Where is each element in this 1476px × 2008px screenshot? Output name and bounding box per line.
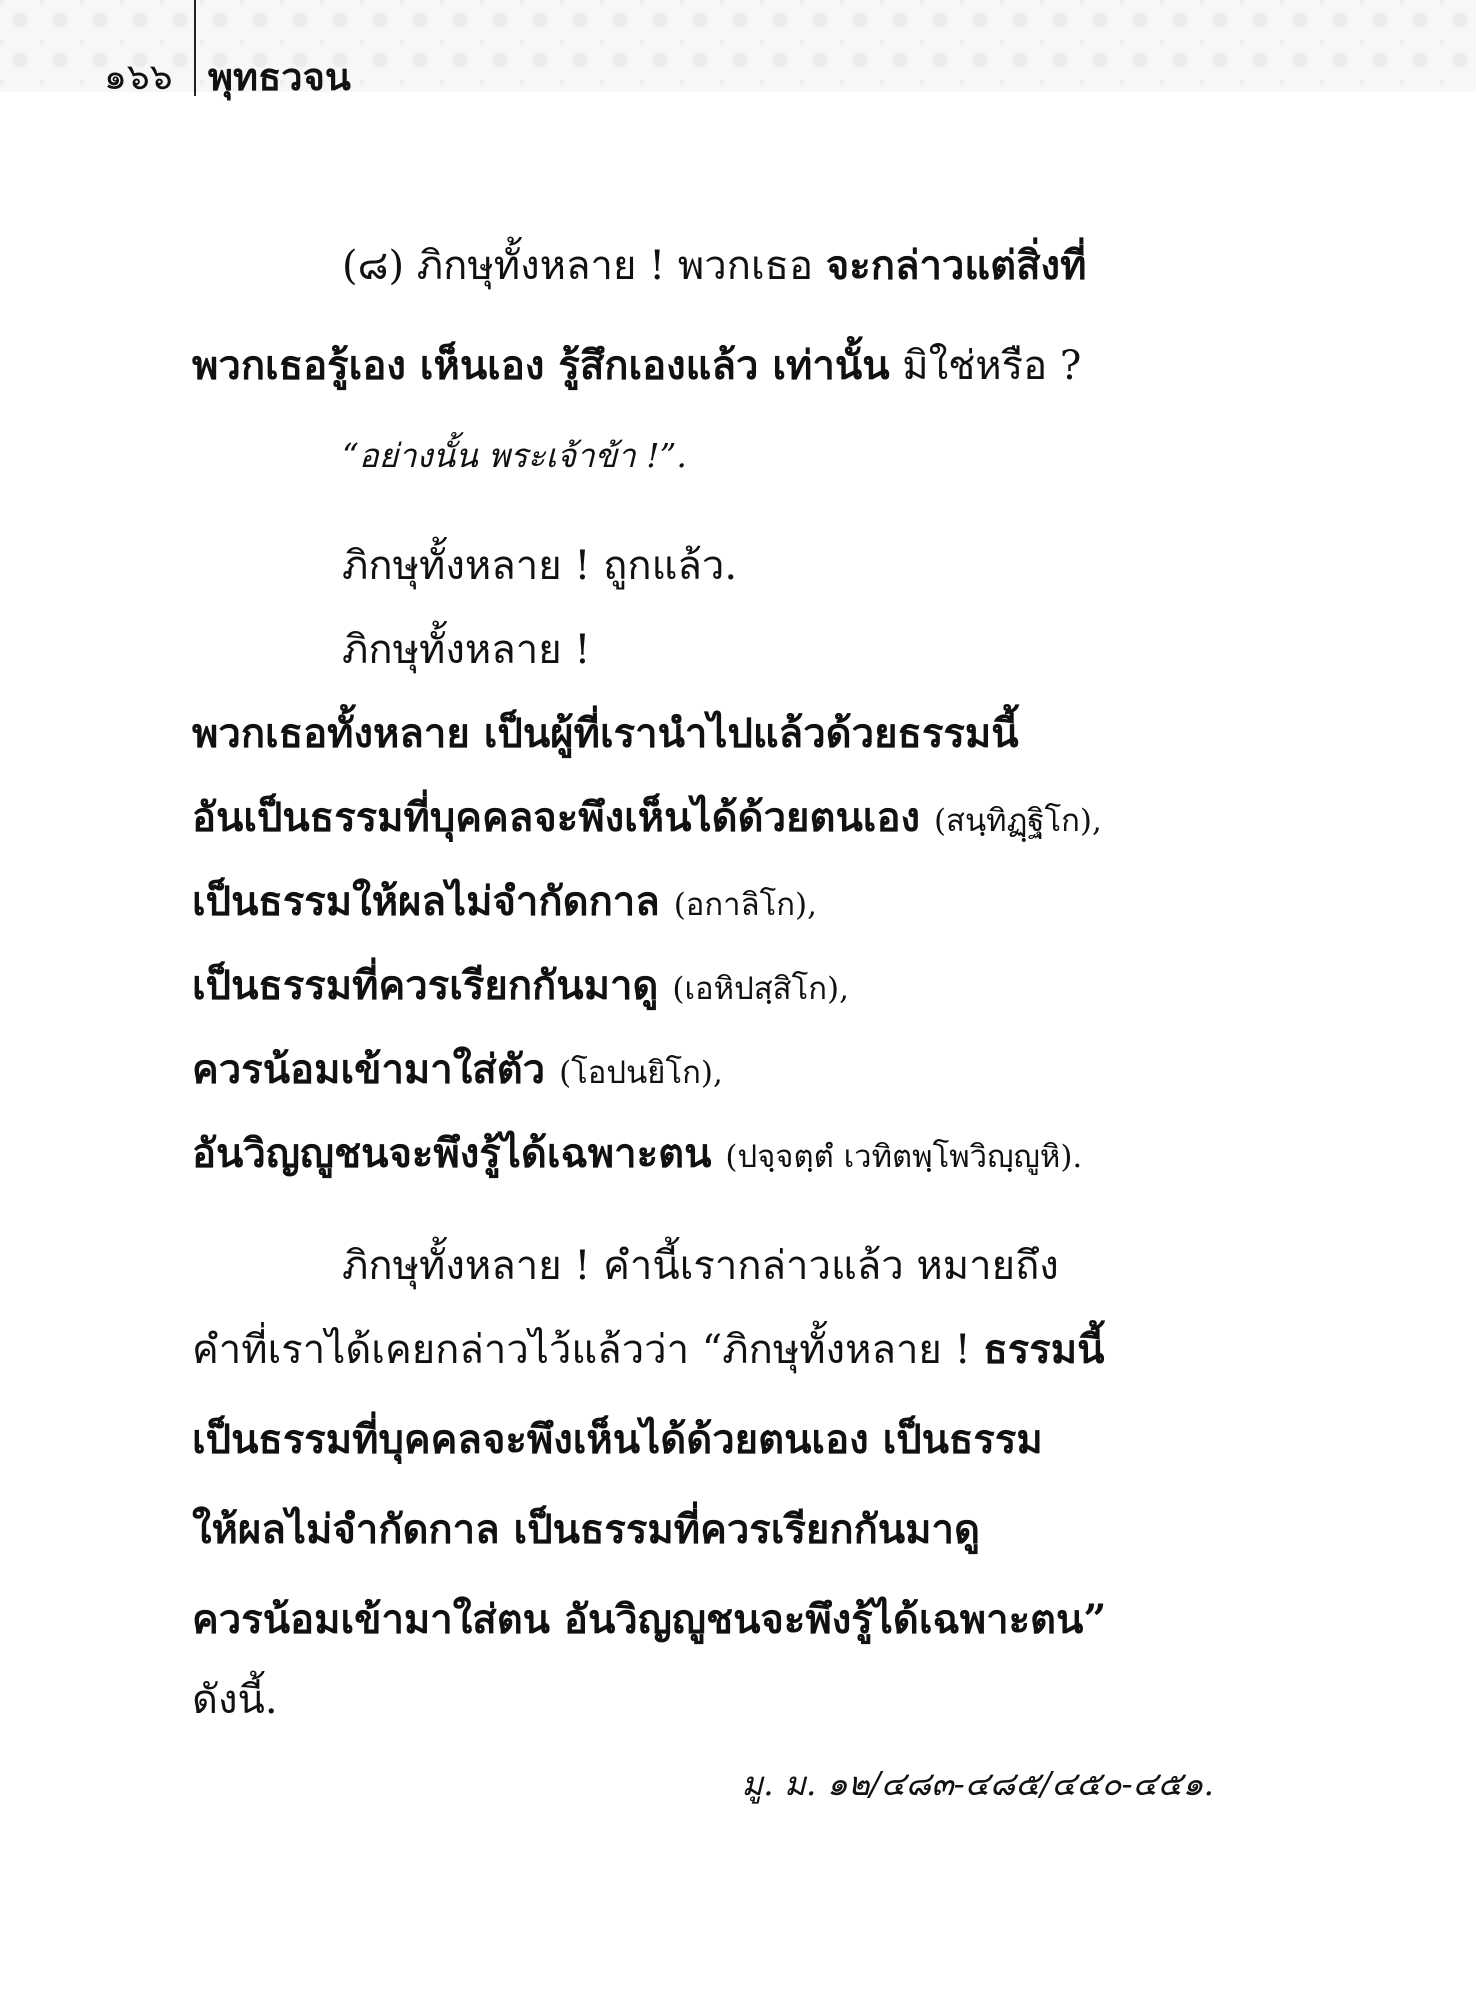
text-span: มิใช่หรือ ? (889, 343, 1082, 389)
running-title: พุทธวจน (208, 54, 351, 99)
bold-span: ควรน้อมเข้ามาใส่ตัว (192, 1046, 560, 1093)
paragraph-4-line-3: เป็นธรรมที่บุคคลจะพึงเห็นได้ด้วยตนเอง เป็นธรรม (192, 1416, 1043, 1463)
paragraph-3-line-5 (192, 1042, 723, 1101)
bold-span: อันวิญญูชนจะพึงรู้ได้เฉพาะตน (192, 1130, 726, 1177)
bold-span: เป็นธรรมที่ควรเรียกกันมาดู (192, 962, 673, 1009)
text-span: คำที่เราได้เคยกล่าวไว้แล้วว่า “ภิกษุทั้งหลาย ! (192, 1327, 984, 1373)
reply-line: “อย่างนั้น พระเจ้าข้า !”. (342, 436, 687, 475)
paragraph-3-line-6 (192, 1126, 1082, 1185)
paragraph-4-line-4: ให้ผลไม่จำกัดกาล เป็นธรรมที่ควรเรียกกันมาดู (192, 1506, 980, 1553)
paragraph-3-line-3 (192, 874, 817, 933)
paragraph-3-line-4 (192, 958, 849, 1017)
bold-span: จะกล่าวแต่สิ่งที่ (825, 242, 1087, 289)
bold-span: อันเป็นธรรมที่บุคคลจะพึงเห็นได้ด้วยตนเอง (192, 794, 934, 841)
pali-term: (ปจฺจตฺตํ เวทิตพฺโพวิญฺญูหิ). (725, 1139, 1083, 1175)
paragraph-1-line-2 (192, 338, 1081, 394)
paragraph-4-line-6: ดังนี้. (192, 1677, 278, 1723)
pali-term: (โอปนยิโก), (559, 1055, 723, 1091)
pali-term: (สนฺทิฏฺฐิโก), (933, 803, 1102, 839)
paragraph-2-line-2: ภิกษุทั้งหลาย ! (342, 627, 591, 673)
paragraph-2-line-1: ภิกษุทั้งหลาย ! ถูกแล้ว. (342, 543, 738, 589)
text-span: (๘) ภิกษุทั้งหลาย ! พวกเธอ (342, 243, 826, 289)
paragraph-3-line-1: พวกเธอทั้งหลาย เป็นผู้ที่เรานำไปแล้วด้วยธรรมนี้ (192, 710, 1019, 757)
bold-span: เป็นธรรมให้ผลไม่จำกัดกาล (192, 878, 674, 925)
bold-span: ธรรมนี้ (983, 1326, 1105, 1373)
paragraph-4-line-5: ควรน้อมเข้ามาใส่ตน อันวิญญูชนจะพึงรู้ได้เฉพาะตน” (192, 1596, 1107, 1643)
paragraph-3-line-2 (192, 790, 1102, 849)
pali-term: (อกาลิโก), (673, 887, 817, 923)
paragraph-4-line-1: ภิกษุทั้งหลาย ! คำนี้เรากล่าวแล้ว หมายถึง (342, 1243, 1059, 1289)
paragraph-1-line-1 (342, 238, 1086, 294)
paragraph-4-line-2 (192, 1322, 1104, 1378)
page-number: ๑๖๖ (104, 57, 173, 98)
pali-term: (เอหิปสฺสิโก), (672, 971, 849, 1007)
bold-span: พวกเธอรู้เอง เห็นเอง รู้สึกเองแล้ว เท่านั้น (192, 342, 890, 389)
scripture-reference: มู. ม. ๑๒/๔๘๓-๔๘๕/๔๕๐-๔๕๑. (741, 1764, 1214, 1803)
header-divider (194, 0, 196, 96)
